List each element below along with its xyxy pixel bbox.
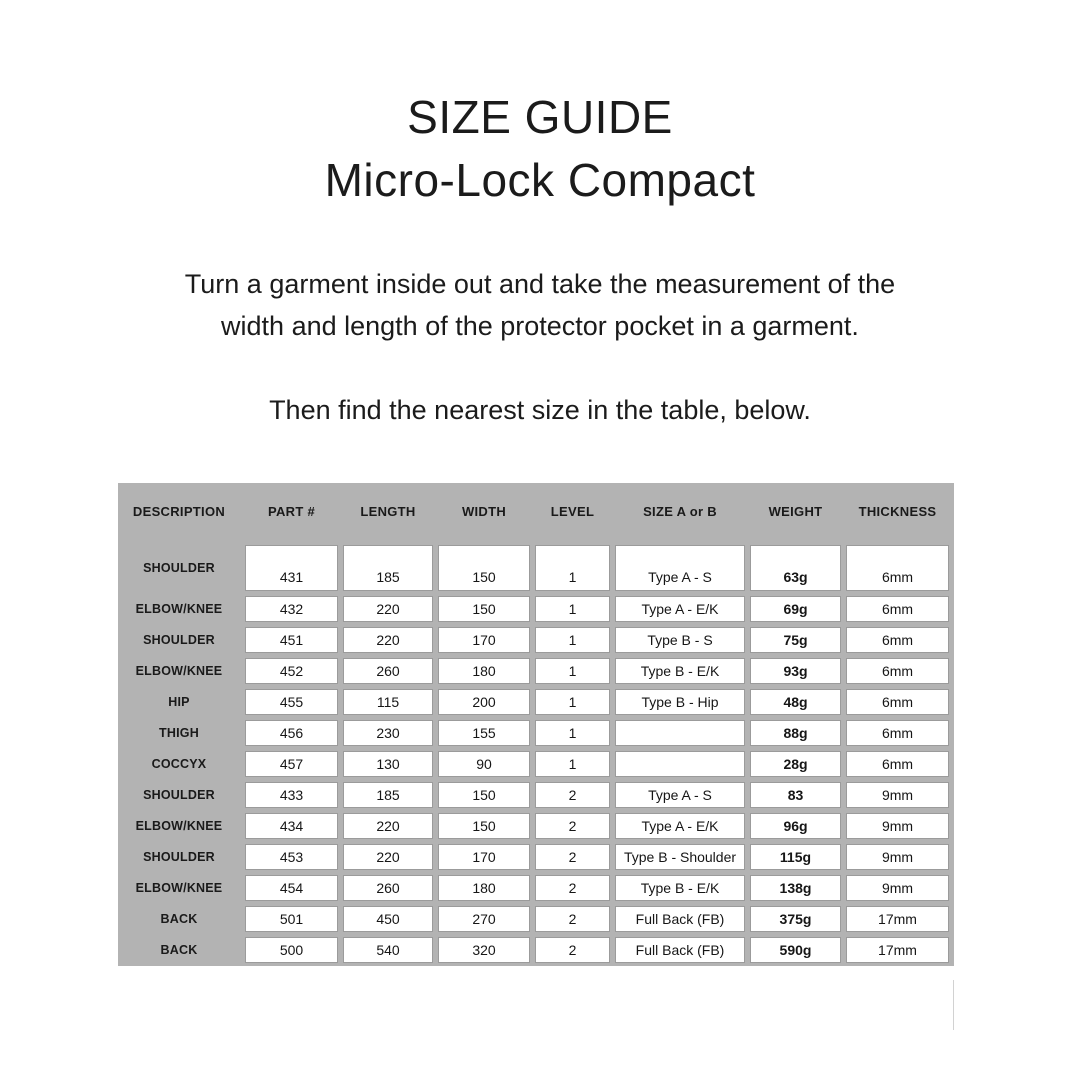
- table-cell: 130: [343, 751, 433, 777]
- table-cell: Type B - Shoulder: [615, 844, 745, 870]
- table-cell: 185: [343, 782, 433, 808]
- table-cell: 9mm: [846, 844, 949, 870]
- table-cell: 1: [535, 689, 610, 715]
- table-cell: 500: [245, 937, 338, 963]
- page-title-line2: Micro-Lock Compact: [324, 154, 756, 206]
- row-description: ELBOW/KNEE: [135, 602, 223, 616]
- table-cell: 2: [535, 906, 610, 932]
- row-description: SHOULDER: [143, 850, 215, 864]
- table-cell: 28g: [750, 751, 841, 777]
- table-cell: 75g: [750, 627, 841, 653]
- table-cell: 375g: [750, 906, 841, 932]
- table-cell: 6mm: [846, 720, 949, 746]
- table-cell: 6mm: [846, 596, 949, 622]
- table-cell: 453: [245, 844, 338, 870]
- table-cell: 9mm: [846, 782, 949, 808]
- size-table: [118, 483, 954, 966]
- table-cell: 63g: [750, 545, 841, 591]
- table-cell: 455: [245, 689, 338, 715]
- table-cell: 6mm: [846, 689, 949, 715]
- table-cell: Type A - S: [615, 782, 745, 808]
- table-cell: 138g: [750, 875, 841, 901]
- table-cell: 220: [343, 813, 433, 839]
- table-cell: [615, 751, 745, 777]
- table-cell: 2: [535, 782, 610, 808]
- table-cell: 2: [535, 813, 610, 839]
- table-cell: 17mm: [846, 906, 949, 932]
- table-cell: 220: [343, 844, 433, 870]
- table-cell: 6mm: [846, 658, 949, 684]
- table-cell: 6mm: [846, 545, 949, 591]
- row-description: BACK: [160, 912, 198, 926]
- table-cell: Type B - S: [615, 627, 745, 653]
- table-cell: Full Back (FB): [615, 937, 745, 963]
- column-header: DESCRIPTION: [132, 504, 226, 519]
- table-cell: 1: [535, 720, 610, 746]
- column-header: SIZE A or B: [643, 504, 717, 519]
- table-cell: 9mm: [846, 813, 949, 839]
- column-header: WIDTH: [461, 504, 507, 519]
- table-cell: 200: [438, 689, 530, 715]
- table-cell: [615, 720, 745, 746]
- instruction-line1: Turn a garment inside out and take the measurement of the: [184, 269, 896, 299]
- table-cell: 150: [438, 813, 530, 839]
- table-cell: 90: [438, 751, 530, 777]
- page-title: [0, 86, 1080, 212]
- row-description: ELBOW/KNEE: [135, 819, 223, 833]
- row-description: SHOULDER: [143, 788, 215, 802]
- table-cell: 83: [750, 782, 841, 808]
- instruction-paragraph-1: [0, 263, 1080, 347]
- table-cell: 1: [535, 751, 610, 777]
- table-cell: 432: [245, 596, 338, 622]
- column-header: LEVEL: [550, 504, 595, 519]
- table-cell: 434: [245, 813, 338, 839]
- table-cell: 150: [438, 596, 530, 622]
- row-description: ELBOW/KNEE: [135, 881, 223, 895]
- table-cell: 260: [343, 658, 433, 684]
- table-cell: 170: [438, 627, 530, 653]
- row-description: SHOULDER: [143, 633, 215, 647]
- table-cell: 452: [245, 658, 338, 684]
- table-cell: 433: [245, 782, 338, 808]
- column-header: WEIGHT: [768, 504, 823, 519]
- row-description: BACK: [160, 943, 198, 957]
- table-cell: Type A - E/K: [615, 813, 745, 839]
- table-cell: 1: [535, 596, 610, 622]
- table-cell: 2: [535, 937, 610, 963]
- table-cell: 96g: [750, 813, 841, 839]
- table-cell: 88g: [750, 720, 841, 746]
- table-cell: 2: [535, 875, 610, 901]
- table-cell: 155: [438, 720, 530, 746]
- table-cell: Type A - S: [615, 545, 745, 591]
- table-cell: 48g: [750, 689, 841, 715]
- table-cell: Type B - Hip: [615, 689, 745, 715]
- table-cell: 17mm: [846, 937, 949, 963]
- table-cell: 170: [438, 844, 530, 870]
- table-cell: 1: [535, 545, 610, 591]
- table-cell: 150: [438, 782, 530, 808]
- table-cell: 6mm: [846, 751, 949, 777]
- table-cell: 501: [245, 906, 338, 932]
- table-cell: 270: [438, 906, 530, 932]
- table-cell: 451: [245, 627, 338, 653]
- page-title-line1: SIZE GUIDE: [407, 91, 673, 143]
- table-cell: 185: [343, 545, 433, 591]
- table-cell: 590g: [750, 937, 841, 963]
- table-cell: Type B - E/K: [615, 658, 745, 684]
- table-cell: 431: [245, 545, 338, 591]
- table-cell: Type B - E/K: [615, 875, 745, 901]
- instruction-paragraph-2: Then find the nearest size in the table, below.: [269, 395, 811, 425]
- instruction-line2: width and length of the protector pocket in a garment.: [221, 311, 859, 341]
- row-description: HIP: [168, 695, 190, 709]
- divider-line: [953, 980, 954, 1030]
- table-cell: 457: [245, 751, 338, 777]
- table-cell: 9mm: [846, 875, 949, 901]
- row-description: ELBOW/KNEE: [135, 664, 223, 678]
- row-description: SHOULDER: [143, 561, 215, 575]
- table-cell: 1: [535, 627, 610, 653]
- table-cell: 220: [343, 596, 433, 622]
- table-cell: 320: [438, 937, 530, 963]
- table-cell: 2: [535, 844, 610, 870]
- table-cell: 220: [343, 627, 433, 653]
- table-cell: 454: [245, 875, 338, 901]
- column-header: THICKNESS: [858, 504, 937, 519]
- table-cell: 180: [438, 875, 530, 901]
- table-cell: 230: [343, 720, 433, 746]
- table-cell: 6mm: [846, 627, 949, 653]
- column-header: LENGTH: [360, 504, 416, 519]
- table-cell: 115: [343, 689, 433, 715]
- table-cell: 180: [438, 658, 530, 684]
- column-header: PART #: [267, 504, 316, 519]
- table-cell: 450: [343, 906, 433, 932]
- table-cell: 540: [343, 937, 433, 963]
- row-description: COCCYX: [151, 757, 207, 771]
- table-cell: 115g: [750, 844, 841, 870]
- size-table-panel: [118, 483, 954, 966]
- table-cell: Full Back (FB): [615, 906, 745, 932]
- table-cell: 456: [245, 720, 338, 746]
- row-description: THIGH: [159, 726, 199, 740]
- table-cell: 93g: [750, 658, 841, 684]
- table-cell: 260: [343, 875, 433, 901]
- table-cell: 150: [438, 545, 530, 591]
- table-cell: 69g: [750, 596, 841, 622]
- table-cell: Type A - E/K: [615, 596, 745, 622]
- table-cell: 1: [535, 658, 610, 684]
